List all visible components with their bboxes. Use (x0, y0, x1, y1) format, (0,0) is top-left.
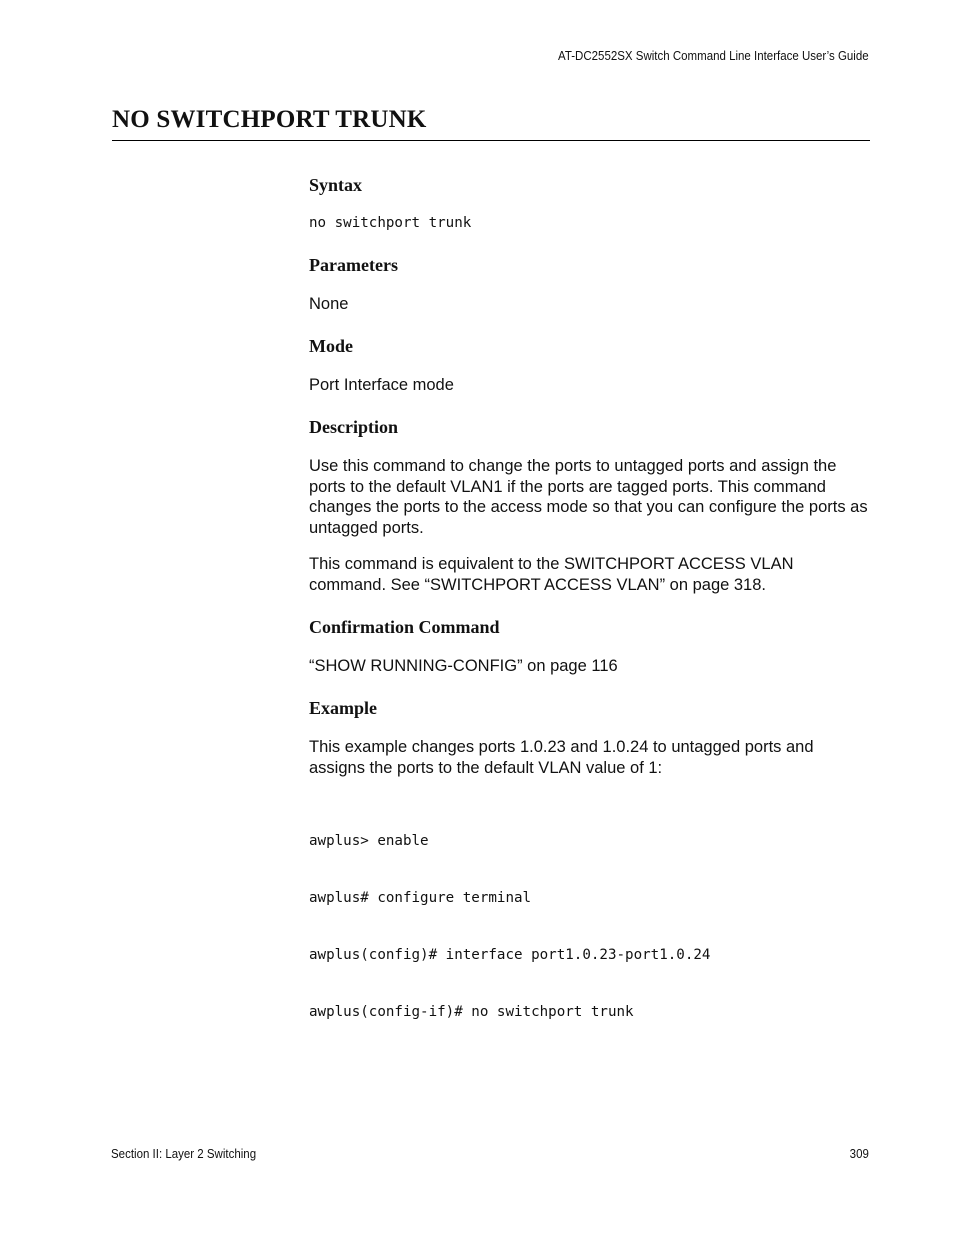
mode-heading: Mode (309, 336, 353, 356)
title-divider (112, 140, 870, 141)
code-line: awplus(config-if)# no switchport trunk (309, 1004, 634, 1020)
footer-section: Section II: Layer 2 Switching (111, 1147, 257, 1161)
confirmation-heading: Confirmation Command (309, 617, 500, 637)
mode-text: Port Interface mode (309, 376, 454, 394)
example-code-block (309, 794, 710, 1041)
code-line: awplus> enable (309, 833, 429, 849)
parameters-heading: Parameters (309, 255, 398, 275)
description-paragraph-2: This command is equivalent to the SWITCHPORT ACCESS VLAN command. See “SWITCHPORT ACCESS VLAN” on page 318. (309, 555, 794, 594)
syntax-code: no switchport trunk (309, 215, 472, 231)
example-text: This example changes ports 1.0.23 and 1.0.24 to untagged ports and assigns the ports to the default VLAN value of 1: (309, 738, 814, 777)
code-line: awplus# configure terminal (309, 890, 532, 906)
description-paragraph-1: Use this command to change the ports to untagged ports and assign the ports to the default VLAN1 if the ports are tagged ports. This command changes the ports to the access mode so that you can configure the ports as untagged ports. (309, 457, 868, 537)
example-heading: Example (309, 698, 378, 718)
code-line: awplus(config)# interface port1.0.23-port1.0.24 (309, 947, 711, 963)
confirmation-text: “SHOW RUNNING-CONFIG” on page 116 (309, 657, 618, 675)
syntax-heading: Syntax (309, 175, 363, 195)
page-title: NO SWITCHPORT TRUNK (112, 106, 427, 133)
footer-page-number: 309 (849, 1147, 869, 1161)
parameters-text: None (309, 295, 349, 313)
description-heading: Description (309, 417, 398, 437)
header-guide-title: AT-DC2552SX Switch Command Line Interface User’s Guide (558, 49, 869, 63)
